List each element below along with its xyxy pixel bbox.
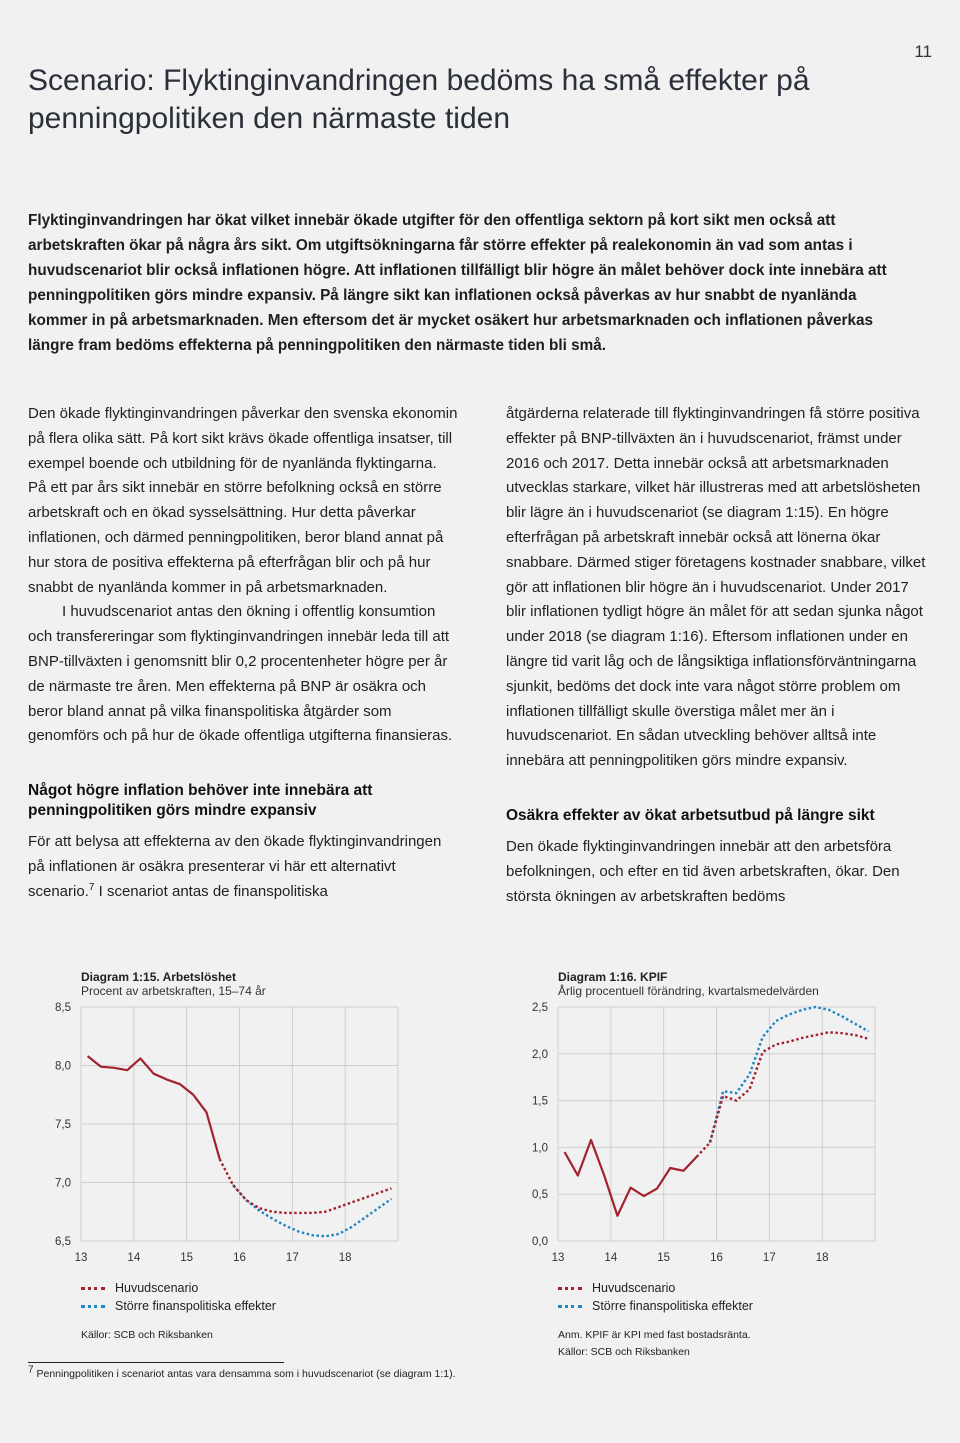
page-title: Scenario: Flyktinginvandringen bedöms ha små effekter på penningpolitiken den närmaste tiden bbox=[28, 64, 810, 135]
chart-1-16-source: Källor: SCB och Riksbanken bbox=[558, 1346, 690, 1358]
legend-label-main: Huvudscenario bbox=[115, 1281, 199, 1295]
y-tick-label: 7,5 bbox=[55, 1119, 71, 1131]
x-tick-label: 14 bbox=[604, 1252, 618, 1264]
chart-1-16-heading bbox=[558, 970, 819, 984]
footnote-text: Penningpolitiken i scenariot antas vara densamma som i huvudscenariot (se diagram 1:1). bbox=[36, 1368, 456, 1380]
series-main-forecast bbox=[220, 1159, 392, 1213]
series-main-forecast bbox=[697, 1032, 869, 1156]
chart-1-16-header bbox=[558, 970, 819, 998]
right-paragraph-1: åtgärderna relaterade till flyktinginvandringen få större positiva effekter på BNP-tillväxten än i huvudscenariot, främst under 2016 och 2017. Detta innebär också att arbetsmarknaden utvecklas starkare, vilket här illustreras med att arbetslösheten blir lägre än i huvudscenariot (se diagram 1:15). En högre efterfrågan på arbetskraft innebär också att lönerna ökar snabbare. Därmed stiger företagens kostnader snabbare, vilket gör att inflationen blir högre än i huvudscenariot. Under 2017 blir inflationen tydligt högre än målet för att sedan sjunka något under 2018 (se diagram 1:16). Eftersom inflationen under en längre tid varit låg och de långsiktiga inflationsförväntningarna sjunkit, bedöms det dock inte vara något större problem om inflationen tillfälligt skulle överstiga målet mer än i huvudscenariot. En sådan utveckling behöver alltså inte innebära att penningpolitiken görs mindre expansiv. bbox=[506, 405, 926, 770]
left-paragraph-3 bbox=[28, 830, 458, 904]
x-tick-label: 17 bbox=[762, 1252, 776, 1264]
chart-1-15-subtitle: Procent av arbetskraften, 15–74 år bbox=[81, 984, 266, 998]
x-tick-label: 13 bbox=[551, 1252, 565, 1264]
y-tick-label: 0,0 bbox=[532, 1236, 548, 1248]
x-tick-label: 16 bbox=[233, 1252, 246, 1264]
left-section-heading: Något högre inflation behöver inte innebära att penningpolitiken görs mindre expansiv bbox=[28, 782, 373, 820]
chart-1-15-header bbox=[81, 970, 266, 998]
chart-1-15-source: Källor: SCB och Riksbanken bbox=[81, 1329, 213, 1341]
legend-label-alt-2: Större finanspolitiska effekter bbox=[592, 1299, 753, 1313]
left-paragraph-1: Den ökade flyktinginvandringen påverkar den svenska ekonomin på flera olika sätt. På kort sikt krävs ökade offentliga insatser, till exempel boende och utbildning för de nyanlända flyktingarna. På ett par års sikt innebär en större befolkning också en större arbetskraft och en ökad sysselsättning. Hur detta påverkar inflationen, och därmed penningpolitiken, beror bland annat på hur stora de positiva effekterna på efterfrågan blir och på hur snabbt de nyanlända kommer in på arbetsmarknaden. bbox=[28, 405, 458, 596]
legend-item-alt bbox=[81, 1297, 276, 1315]
legend-swatch-main bbox=[81, 1287, 105, 1290]
right-section-heading: Osäkra effekter av ökat arbetsutbud på längre sikt bbox=[506, 806, 875, 824]
legend-swatch-alt bbox=[81, 1305, 105, 1308]
x-tick-label: 13 bbox=[74, 1252, 88, 1264]
x-tick-label: 15 bbox=[180, 1252, 194, 1264]
series-main-actual bbox=[88, 1056, 220, 1159]
footnote-divider bbox=[28, 1362, 284, 1363]
legend-label-alt: Större finanspolitiska effekter bbox=[115, 1299, 276, 1313]
x-tick-label: 18 bbox=[815, 1252, 829, 1264]
footnote-ref[interactable]: 7 bbox=[88, 881, 95, 893]
y-tick-label: 2,0 bbox=[532, 1048, 548, 1061]
legend-item-main-2 bbox=[558, 1279, 753, 1297]
page-number: 11 bbox=[914, 42, 932, 61]
footnote-number: 7 bbox=[28, 1364, 34, 1376]
right-column bbox=[506, 402, 931, 909]
chart-1-15-legend bbox=[81, 1279, 276, 1315]
chart-1-15-label: Diagram 1:15. bbox=[81, 970, 160, 984]
x-tick-label: 18 bbox=[338, 1252, 352, 1264]
x-tick-label: 15 bbox=[657, 1252, 671, 1264]
left-column bbox=[28, 402, 458, 905]
y-tick-label: 7,0 bbox=[55, 1177, 71, 1190]
series-main-actual bbox=[565, 1140, 697, 1216]
y-tick-label: 1,5 bbox=[532, 1095, 548, 1108]
y-tick-label: 6,5 bbox=[55, 1236, 71, 1248]
left-paragraph-2: I huvudscenariot antas den ökning i offentlig konsumtion och transfereringar som flyktinginvandringen innebär leda till att BNP-tillväxten i genomsnitt blir 0,2 procentenheter högre per år de närmaste tre åren. Men effekterna på BNP är osäkra och beror bland annat på vilka finanspolitiska åtgärder som genomförs och på hur de ökade offentliga utgifterna finansieras. bbox=[28, 603, 453, 745]
footnote bbox=[28, 1364, 456, 1380]
chart-1-16 bbox=[505, 995, 905, 1265]
y-tick-label: 2,5 bbox=[532, 1002, 548, 1014]
chart-1-16-notes bbox=[558, 1327, 751, 1361]
chart-1-16-title: KPIF bbox=[640, 970, 668, 984]
right-paragraph-2: Den ökade flyktinginvandringen innebär att den arbetsföra befolkningen, och efter en tid även arbetskraften, ökar. Den största ökningen av arbetskraften bedöms bbox=[506, 837, 900, 905]
x-tick-label: 17 bbox=[285, 1252, 299, 1264]
chart-1-16-note: Anm. KPIF är KPI med fast bostadsränta. bbox=[558, 1329, 751, 1341]
chart-1-15-title: Arbetslöshet bbox=[162, 970, 236, 984]
y-tick-label: 8,0 bbox=[55, 1060, 71, 1073]
legend-label-main-2: Huvudscenario bbox=[592, 1281, 676, 1295]
legend-swatch-alt-2 bbox=[558, 1305, 582, 1308]
chart-1-16-subtitle: Årlig procentuell förändring, kvartalsmedelvärden bbox=[558, 984, 819, 998]
y-tick-label: 1,0 bbox=[532, 1142, 548, 1155]
chart-1-15 bbox=[28, 995, 428, 1265]
chart-1-15-heading bbox=[81, 970, 266, 984]
y-tick-label: 0,5 bbox=[532, 1189, 548, 1202]
lead-paragraph: Flyktinginvandringen har ökat vilket innebär ökade utgifter för den offentliga sektorn på kort sikt men också att arbetskraften ökar på några års sikt. Om utgiftsökningarna får större effekter på realekonomin än vad som antas i huvudscenariot blir också inflationen högre. Att inflationen tillfälligt blir högre än målet behöver dock inte innebära att penningpolitiken görs mindre expansiv. På längre sikt kan inflationen också påverkas av hur snabbt de nyanlända kommer in på arbetsmarknaden. Men eftersom det är mycket osäkert hur arbetsmarknaden och inflationen påverkas längre fram bedöms effekterna på penningpolitiken den närmaste tiden bli små. bbox=[28, 212, 887, 354]
x-tick-label: 16 bbox=[710, 1252, 723, 1264]
series-alt-forecast bbox=[233, 1185, 392, 1236]
left-paragraph-3-tail: I scenariot antas de finanspolitiska bbox=[94, 882, 328, 900]
legend-swatch-main-2 bbox=[558, 1287, 582, 1290]
legend-item-alt-2 bbox=[558, 1297, 753, 1315]
left-paragraph-3-text: För att belysa att effekterna av den ökade flyktinginvandringen på inflationen är osäkra presenterar vi här ett alternativt scenario. bbox=[28, 833, 442, 900]
chart-1-16-legend bbox=[558, 1279, 753, 1315]
chart-1-16-label: Diagram 1:16. bbox=[558, 970, 637, 984]
series-alt-forecast bbox=[710, 1007, 869, 1143]
y-tick-label: 8,5 bbox=[55, 1002, 71, 1014]
legend-item-main bbox=[81, 1279, 276, 1297]
x-tick-label: 14 bbox=[127, 1252, 141, 1264]
